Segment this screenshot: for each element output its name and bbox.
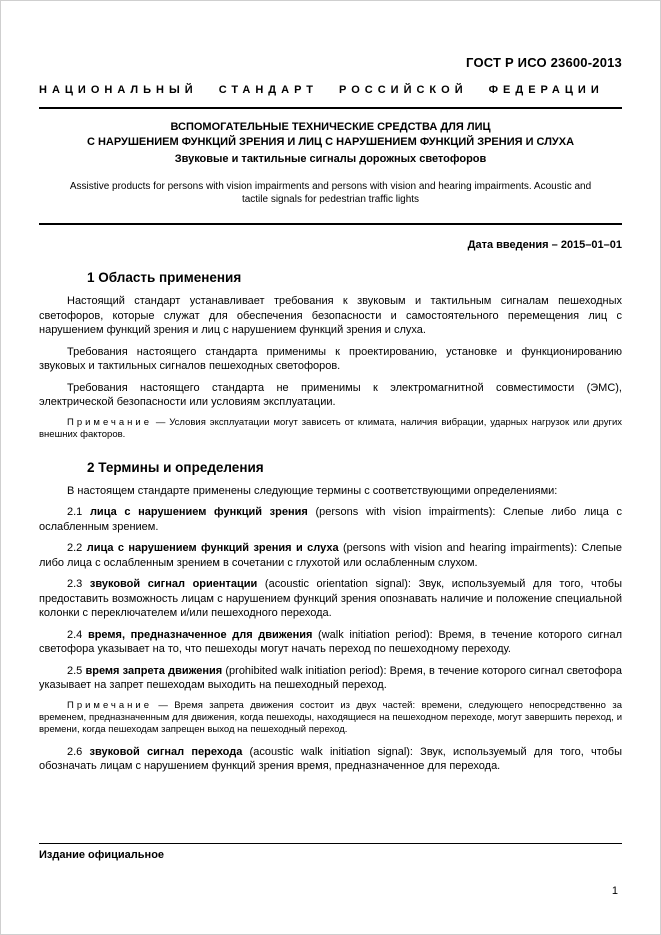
section-1-paragraph: Требования настоящего стандарта не применимы к электромагнитной совместимости (ЭМС), электрической безопасности или условиям эксплуатации. [39,381,622,408]
note-label: Примечание [67,699,152,711]
term-description: (persons with vision and hearing impairments): Слепые либо лица с ослабленным зрением в сочетании с глухотой или ослабленным слухом. [39,542,622,569]
title-english: Assistive products for persons with vision impairments and persons with vision and hearing impairments. Acoustic and tactile signals for pedestrian traffic lights [69,181,592,205]
divider-middle [39,223,622,225]
term-number: 2.1 [67,506,90,518]
term-name: лица с нарушением функций зрения и слуха [86,542,339,554]
term-description: (acoustic walk initiation signal): Звук, используемый для того, чтобы обозначать лицам с нарушением функций зрения время, предназначенное для перехода. [39,745,622,772]
footer-divider [39,843,622,844]
term-definition-2-3 [39,577,622,621]
introduction-date: Дата введения – 2015–01–01 [467,239,622,251]
section-1-paragraph: Требования настоящего стандарта применимы к проектированию, установке и функционированию звуковых и тактильных сигналов пешеходных светофоров. [39,345,622,372]
term-definition-2-1 [39,505,622,534]
term-number: 2.3 [67,578,90,590]
note-text: — Условия эксплуатации могут зависеть от климата, наличия вибрации, ударных нагрузок или других внешних факторов. [39,416,623,440]
section-2-note [39,700,622,736]
term-definition-2-6 [39,745,622,774]
term-description: (persons with vision impairments): Слепые либо лица с ослабленным зрением. [39,506,622,533]
term-name: время запрета движения [85,664,223,677]
title-subtitle: Звуковые и тактильные сигналы дорожных светофоров [174,153,487,165]
note-text: — Время запрета движения состоит из двух частей: времени, следующего непосредственно за временем, предназначенным для движения, когда пешеходы, находящиеся на пешеходном переходе, могут завершить переход, и времени, когда пешеходам запрещен выход на пешеходный переход. [39,699,623,735]
term-number: 2.6 [67,745,90,758]
edition-label: Издание официальное [39,849,165,861]
section-1-paragraph: Настоящий стандарт устанавливает требования к звуковым и тактильным сигналам пешеходных светофоров, которые служат для обеспечения безопасности и самостоятельного перемещения лиц с нарушением функций зрения и лиц с нарушением функций зрения и слуха. [39,295,622,336]
note-label: Примечание [67,416,152,428]
section-2-heading: 2 Термины и определения [87,459,264,475]
term-number: 2.4 [67,628,88,641]
term-name: лица с нарушением функций зрения [89,506,308,518]
term-description: (prohibited walk initiation period): Время, в течение которого сигнал светофора указывает на запрет пешеходам выходить на пешеходный переход. [39,664,622,691]
section-1-heading: 1 Область применения [87,270,242,285]
standard-type-line: НАЦИОНАЛЬНЫЙ СТАНДАРТ РОССИЙСКОЙ ФЕДЕРАЦИИ [39,84,604,96]
divider-top [39,107,622,109]
section-2-intro: В настоящем стандарте применены следующие термины с соответствующими определениями: [67,484,558,497]
page-content [1,1,660,774]
section-1-note [39,417,622,441]
term-number: 2.5 [67,664,86,677]
term-name: звуковой сигнал перехода [89,745,243,758]
term-name: время, предназначенное для движения [87,628,313,641]
term-description: (walk initiation period): Время, в течение которого сигнал светофора указывает на то, что пешеходы могут начать переход по пешеходному переходу. [39,628,622,655]
term-number: 2.2 [67,542,87,554]
title-line-2: С НАРУШЕНИЕМ ФУНКЦИЙ ЗРЕНИЯ И ЛИЦ С НАРУШЕНИЕМ ФУНКЦИЙ ЗРЕНИЯ И СЛУХА [86,136,575,148]
doc-number: ГОСТ Р ИСО 23600-2013 [466,55,622,70]
term-definition-2-5 [39,664,622,693]
term-description: (acoustic orientation signal): Звук, используемый для того, чтобы предоставить возможность лицам с нарушением функций зрения опознавать наличие и положение специальной колонки с переключателем и/или пешеходного перехода. [39,578,622,619]
title-line-1: ВСПОМОГАТЕЛЬНЫЕ ТЕХНИЧЕСКИЕ СРЕДСТВА ДЛЯ ЛИЦ [170,121,491,133]
term-definition-2-2 [39,541,622,570]
term-definition-2-4 [39,628,622,657]
page-number: 1 [611,885,618,897]
title-block [39,120,622,206]
term-name: звуковой сигнал ориентации [89,578,258,590]
